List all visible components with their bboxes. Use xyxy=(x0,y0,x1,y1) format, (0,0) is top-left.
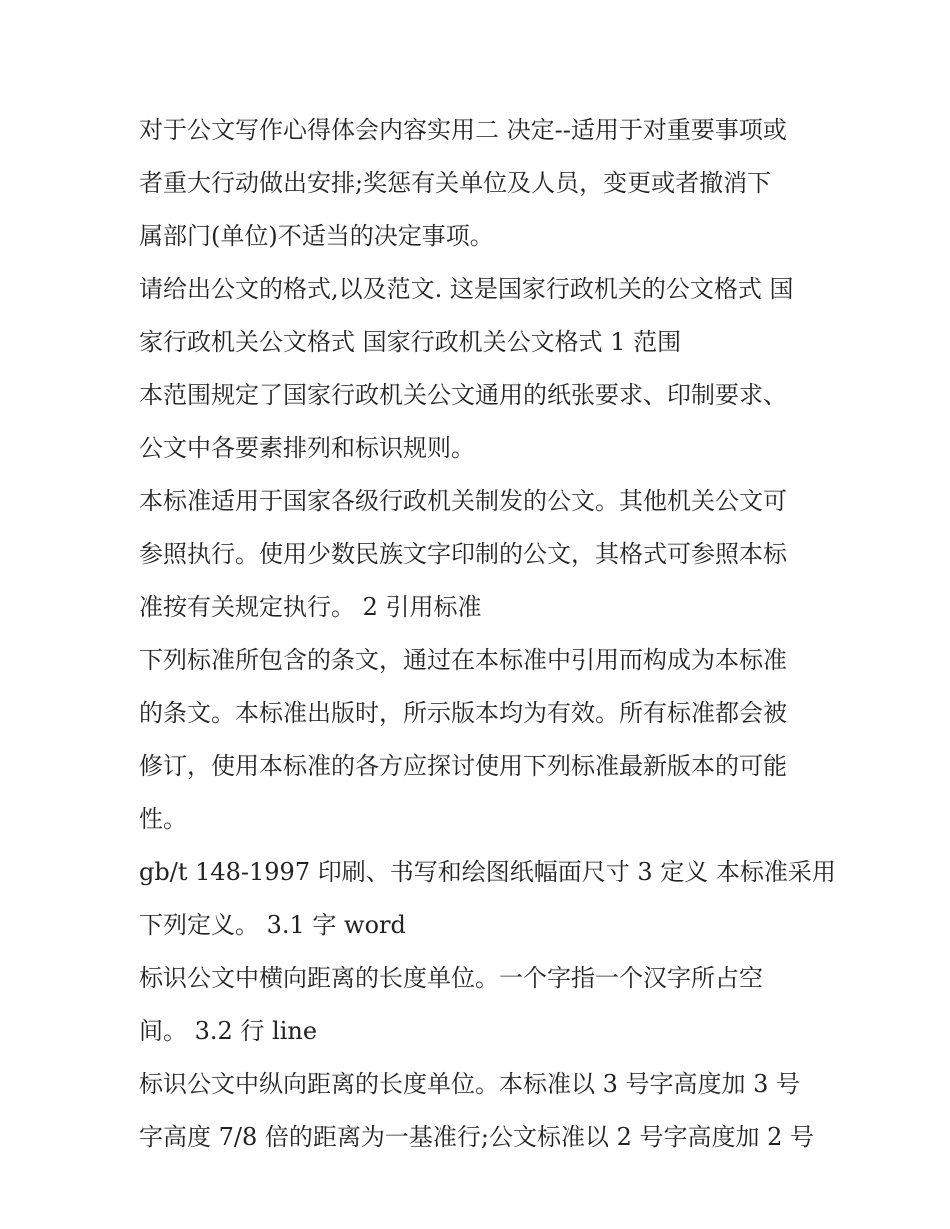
text-line: 修订，使用本标准的各方应探讨使用下列标准最新版本的可能 xyxy=(139,752,787,780)
text-line: 性。 xyxy=(139,805,187,833)
text-line: 参照执行。使用少数民族文字印制的公文，其格式可参照本标 xyxy=(139,540,787,568)
text-line: 者重大行动做出安排;奖惩有关单位及人员，变更或者撤消下 xyxy=(139,169,772,197)
text-line: 公文中各要素排列和标识规则。 xyxy=(139,434,475,462)
text-line: 家行政机关公文格式 国家行政机关公文格式 1 范围 xyxy=(139,328,682,356)
text-line: 标识公文中纵向距离的长度单位。本标准以 3 号字高度加 3 号 xyxy=(139,1070,801,1098)
text-line: 的条文。本标准出版时，所示版本均为有效。所有标准都会被 xyxy=(139,699,787,727)
document-body xyxy=(139,104,836,1164)
text-line: 下列标准所包含的条文，通过在本标准中引用而构成为本标准 xyxy=(139,646,787,674)
text-line: 间。 3.2 行 line xyxy=(139,1017,318,1045)
text-line: 准按有关规定执行。 2 引用标准 xyxy=(139,593,482,621)
text-line: 本标准适用于国家各级行政机关制发的公文。其他机关公文可 xyxy=(139,487,787,515)
text-line: 标识公文中横向距离的长度单位。一个字指一个汉字所占空 xyxy=(139,964,763,992)
text-line: 下列定义。 3.1 字 word xyxy=(139,911,406,939)
text-line: 属部门(单位)不适当的决定事项。 xyxy=(139,222,494,250)
text-line: gb/t 148-1997 印刷、书写和绘图纸幅面尺寸 3 定义 本标准采用 xyxy=(139,858,836,886)
text-line: 本范围规定了国家行政机关公文通用的纸张要求、印制要求、 xyxy=(139,381,787,409)
text-line: 对于公文写作心得体会内容实用二 决定--适用于对重要事项或 xyxy=(139,116,787,144)
text-line: 请给出公文的格式,以及范文. 这是国家行政机关的公文格式 国 xyxy=(139,275,794,303)
text-line: 字高度 7/8 倍的距离为一基准行;公文标准以 2 号字高度加 2 号 xyxy=(139,1123,815,1151)
